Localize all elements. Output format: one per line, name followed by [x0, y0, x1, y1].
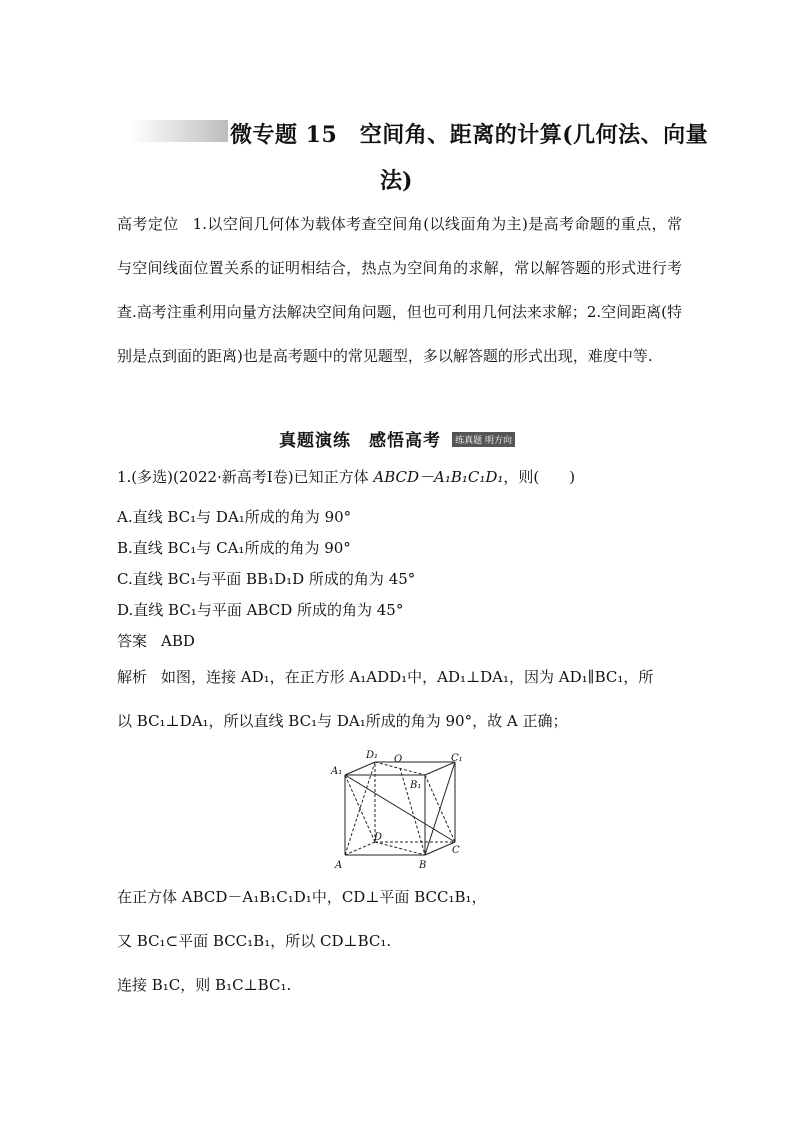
page-title: 微专题 15 空间角、距离的计算(几何法、向量: [230, 122, 709, 148]
option-c: C.直线 BC₁与平面 BB₁D₁D 所成的角为 45°: [117, 570, 416, 588]
label-b1: B₁: [410, 780, 422, 791]
label-d1: D₁: [366, 750, 379, 761]
label-a: A: [335, 860, 343, 870]
intro-paragraph: [117, 202, 682, 378]
section-badge: 练真题 明方向: [452, 432, 515, 447]
edge-d1a1: [345, 762, 375, 775]
intro-text: 1.以空间几何体为载体考查空间角(以线面角为主)是高考命题的重点，常与空间线面位置关系的证明相结合，热点为空间角的求解，常以解答题的形式进行考查.高考注重利用向量方法解决空间角问题，但也可利用几何法来求解；2.空间距离(特别是点到面的距离)也是高考题中的常见题型，多以解答题的形式出现，难度中等.: [117, 215, 682, 365]
solution-line-2: 以 BC₁⊥DA₁，所以直线 BC₁与 DA₁所成的角为 90°，故 A 正确；: [117, 712, 568, 730]
answer-line: [117, 630, 682, 651]
solution-line-3: 在正方体 ABCD－A₁B₁C₁D₁中，CD⊥平面 BCC₁B₁，: [117, 888, 487, 906]
label-c1: C₁: [451, 753, 463, 764]
question-math: ABCD－A₁B₁C₁D₁: [373, 468, 504, 486]
label-o: O: [394, 754, 403, 765]
solution-line-1: [117, 655, 682, 699]
solution-line-4: 又 BC₁⊂平面 BCC₁B₁，所以 CD⊥BC₁.: [117, 932, 392, 950]
solution-label: 解析: [117, 668, 148, 686]
option-d: D.直线 BC₁与平面 ABCD 所成的角为 45°: [117, 601, 404, 619]
section-heading: [0, 426, 794, 451]
solution-text-1: 如图，连接 AD₁，在正方形 A₁ADD₁中，AD₁⊥DA₁，因为 AD₁∥BC₁，所: [161, 668, 654, 686]
title-decoration: [130, 120, 228, 142]
intro-label: 高考定位: [117, 215, 179, 233]
question-stem: [117, 466, 682, 487]
question-prefix: 1.(多选)(2022·新高考Ⅰ卷)已知正方体: [117, 468, 374, 486]
label-a1: A₁: [331, 766, 343, 777]
option-b: B.直线 BC₁与 CA₁所成的角为 90°: [117, 539, 351, 557]
answer-label: 答案: [117, 632, 148, 650]
question-suffix: ，则( ): [503, 468, 576, 486]
edge-bc: [425, 842, 455, 855]
solution-line-5: 连接 B₁C，则 B₁C⊥BC₁.: [117, 976, 292, 994]
diag-a1c: [345, 775, 455, 842]
cube-figure: [330, 750, 465, 870]
section-title: 真题演练 感悟高考: [279, 431, 442, 451]
label-c: C: [452, 845, 460, 856]
diag-db: [375, 842, 425, 855]
diag-b1c: [425, 775, 455, 842]
label-b: B: [419, 860, 427, 870]
edge-da: [345, 842, 375, 855]
label-d: D: [374, 832, 383, 843]
answer-value: ABD: [161, 632, 195, 650]
option-a: A.直线 BC₁与 DA₁所成的角为 90°: [117, 508, 352, 526]
page-title-continued: 法): [380, 168, 413, 194]
diag-da1: [345, 775, 375, 842]
